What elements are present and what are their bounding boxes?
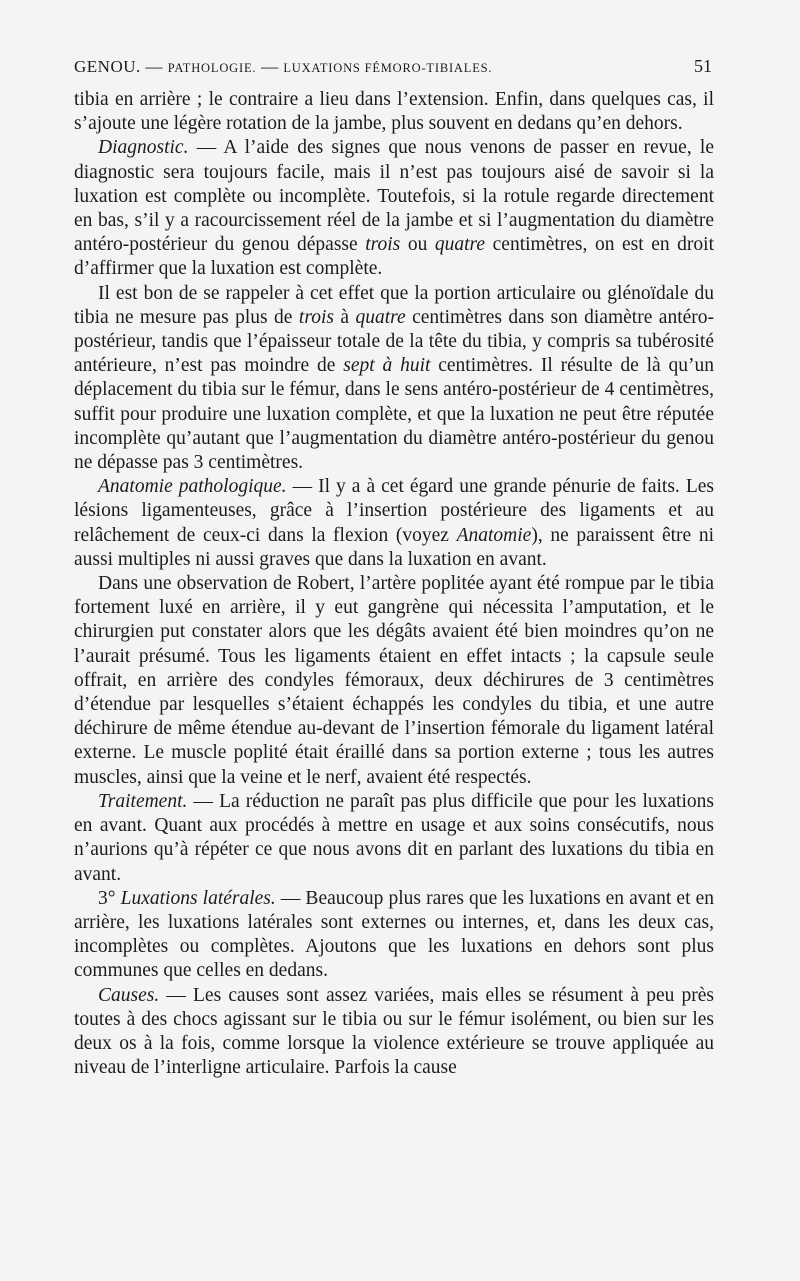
- header-section: PATHOLOGIE.: [167, 61, 257, 75]
- paragraph: [74, 136, 714, 281]
- text-run: — Les causes sont assez variées, mais elles se résument à peu près toutes à des chocs agissant sur le tibia ou sur le fémur isolément, ou bien sur les deux os à la fois, comme lorsque la violence extérieure se trouve appliquée au niveau de l’interligne articulaire. Parfois la cause: [74, 984, 714, 1079]
- body-text: [74, 88, 714, 1080]
- header-dash: —: [256, 57, 284, 76]
- paragraph: [74, 887, 714, 984]
- text-run: centimètres dans son diamètre antéro-postérieur, tandis que l’épaisseur totale de la tête du tibia, y compris sa tubérosité antérieure, n’est pas moindre de: [74, 306, 715, 377]
- page-number: 51: [694, 56, 712, 76]
- text-run: — Beaucoup plus rares que les luxations en avant et en arrière, les luxations latérales sont externes ou internes, et, dans les deux cas, incomplètes ou complètes. Ajoutons que les luxations en dehors sont plus communes que celles en dedans.: [74, 887, 714, 982]
- italic-text: Anatomie: [456, 524, 532, 546]
- paragraph: [74, 790, 714, 887]
- text-run: Dans une observation de Robert, l’artère poplitée ayant été rompue par le tibia fortement luxé en arrière, il y eut gangrène qui nécessita l’amputation, et le chirurgien put constater alors que les dégâts avaient été bien moindres qu’on ne l’aurait présumé. Tous les ligaments étaient en effet intacts ; la capsule seule offrait, en arrière des condyles fémoraux, deux déchirures de 3 centimètres d’étendue par lesquelles s’étaient échappés les condyles du tibia, et une autre déchirure de même étendue au-devant de l’insertion fémorale du ligament latéral externe. Le muscle poplité était éraillé dans sa portion externe ; tous les autres muscles, ainsi que la veine et le nerf, avaient été respectés.: [74, 573, 714, 788]
- running-title: [74, 57, 492, 77]
- header-dash: —: [140, 57, 168, 76]
- text-run: Il est bon de se rappeler à cet effet que la portion articulaire ou glénoïdale du tibia ne mesure pas plus de: [74, 282, 714, 328]
- italic-text: Causes.: [98, 984, 160, 1006]
- italic-text: quatre: [355, 306, 406, 328]
- italic-text: trois: [365, 234, 401, 256]
- text-run: ou: [400, 234, 435, 256]
- text-run: ), ne paraissent être ni aussi multiples ni aussi graves que dans la luxation en avant.: [74, 524, 714, 570]
- running-header: [74, 56, 712, 77]
- italic-text: Anatomie pathologique.: [98, 476, 287, 498]
- paragraph: [74, 282, 714, 476]
- italic-text: trois: [298, 306, 334, 328]
- header-genou: GENOU.: [74, 57, 141, 76]
- text-run: 3°: [98, 887, 121, 909]
- paragraph: [74, 88, 714, 136]
- italic-text: sept à huit: [343, 355, 431, 377]
- text-run: — La réduction ne paraît pas plus difficile que pour les luxations en avant. Quant aux procédés à mettre en usage et aux soins consécutifs, nous n’aurions qu’à répéter ce que nous avons dit en parlant des luxations du tibia en avant.: [74, 790, 714, 885]
- italic-text: Traitement.: [98, 790, 188, 812]
- text-run: centimètres. Il résulte de là qu’un déplacement du tibia sur le fémur, dans le sens antéro-postérieur de 4 centimètres, suffit pour produire une luxation complète, et que la luxation ne peut être réputée incomplète qu’autant que l’augmentation du diamètre antéro-postérieur du genou ne dépasse pas 3 centimètres.: [74, 355, 715, 474]
- paragraph: [74, 984, 714, 1081]
- header-subsection: LUXATIONS FÉMORO-TIBIALES.: [283, 61, 493, 75]
- italic-text: Luxations latérales.: [120, 887, 276, 909]
- paragraph: [74, 572, 714, 790]
- italic-text: Diagnostic.: [98, 137, 189, 159]
- italic-text: quatre: [434, 234, 486, 256]
- text-run: à: [333, 306, 356, 328]
- text-run: — Il y a à cet égard une grande pénurie de faits. Les lésions ligamenteuses, grâce à l’insertion postérieure des ligaments et au relâchement de ceux-ci dans la flexion (voyez: [74, 476, 714, 546]
- text-run: — A l’aide des signes que nous venons de passer en revue, le diagnostic sera toujours facile, mais il n’est pas toujours aisé de savoir si la luxation est complète ou incomplète. Toutefois, si la rotule regarde directement en bas, s’il y a racourcissement réel de la jambe et si l’augmentation du diamètre antéro-postérieur du genou dépasse: [74, 137, 714, 256]
- text-run: tibia en arrière ; le contraire a lieu dans l’extension. Enfin, dans quelques cas, il s’ajoute une légère rotation de la jambe, plus souvent en dedans qu’en dehors.: [74, 89, 714, 135]
- text-run: centimètres, on est en droit d’affirmer que la luxation est complète.: [74, 234, 715, 280]
- paragraph: [74, 475, 714, 572]
